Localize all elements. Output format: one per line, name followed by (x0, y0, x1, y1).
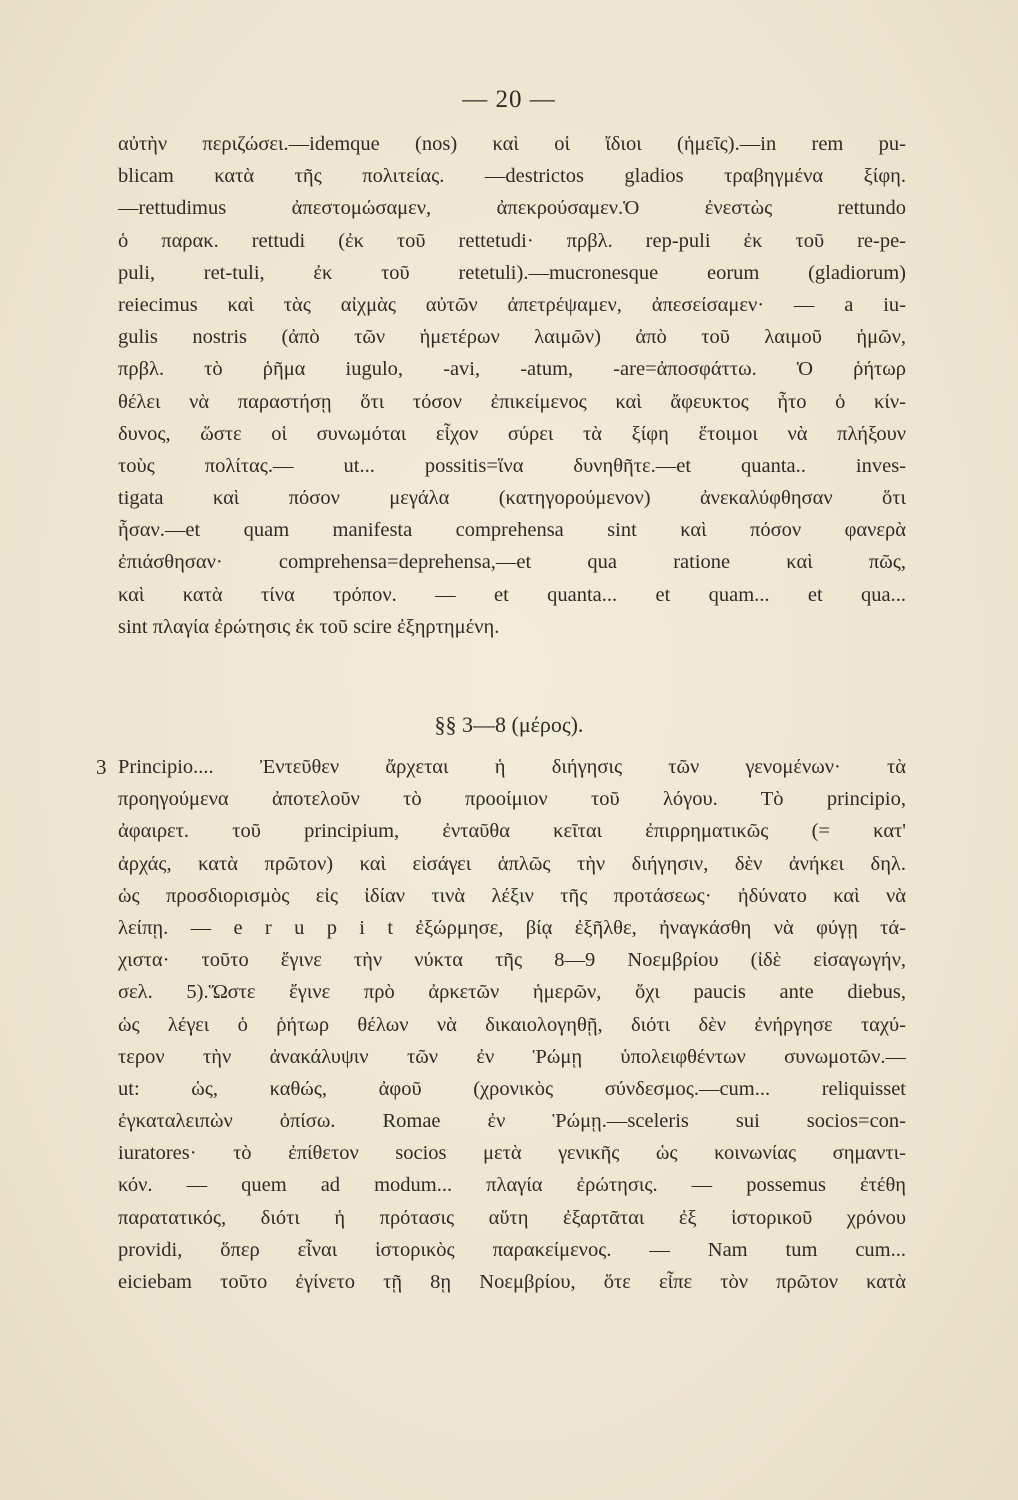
text-line: Principio.... Ἐντεῦθεν ἄρχεται ἡ διήγησις τῶν γενομένων· τὰ (118, 756, 906, 778)
text-line: πρβλ. τὸ ῥῆμα iugulo, -avi, -atum, -are=ἀποσφάττω. Ὁ ῥήτωρ (118, 358, 906, 381)
text-line: reiecimus καὶ τὰς αἰχμὰς αὐτῶν ἀπετρέψαμεν, ἀπεσείσαμεν· — a iu- (118, 293, 906, 316)
text-line: κόν. — quem ad modum... πλαγία ἐρώτησις. — possemus ἐτέθη (118, 1174, 906, 1197)
text-line: gulis nostris (ἀπὸ τῶν ἡμετέρων λαιμῶν) ἀπὸ τοῦ λαιμοῦ ἡμῶν, (118, 326, 906, 349)
text-line: eiciebam τοῦτο ἐγίνετο τῇ 8ῃ Νοεμβρίου, ὅτε εἶπε τὸν πρῶτον κατὰ (118, 1271, 906, 1293)
text-line: sint πλαγία ἐρώτησις ἐκ τοῦ scire ἐξηρτημένη. (118, 615, 500, 638)
text-line: λείπῃ. — e r u p i t ἐξώρμησε, βίᾳ ἐξῆλθε, ἠναγκάσθη νὰ φύγῃ τά- (118, 916, 906, 939)
text-line: ut: ὡς, καθώς, ἀφοῦ (χρονικὸς σύνδεσμος.—cum... reliquisset (118, 1077, 906, 1100)
section-heading: §§ 3—8 (μέρος). (434, 712, 584, 737)
text-line: αὐτὴν περιζώσει.—idemque (nos) καὶ οἱ ἴδιοι (ἡμεῖς).—in rem pu- (118, 133, 906, 155)
text-line: ὁ παρακ. rettudi (ἐκ τοῦ rettetudi· πρβλ. rep-puli ἐκ τοῦ re-pe- (118, 229, 906, 252)
text-line: ἦσαν.—et quam manifesta comprehensa sint καὶ πόσον φανερὰ (118, 519, 906, 542)
text-line: θέλει νὰ παραστήσῃ ὅτι τόσον ἐπικείμενος καὶ ἄφευκτος ἦτο ὁ κίν- (118, 390, 906, 413)
text-line: ὡς προσδιορισμὸς εἰς ἰδίαν τινὰ λέξιν τῆς προτάσεως· ἠδύνατο καὶ νὰ (118, 884, 906, 907)
text-line: τερον τὴν ἀνακάλυψιν τῶν ἐν Ῥώμῃ ὑπολειφθέντων συνωμοτῶν.— (118, 1045, 906, 1068)
text-line: providi, ὅπερ εἶναι ἱστορικὸς παρακείμενος. — Nam tum cum... (118, 1238, 906, 1261)
text-line: καὶ κατὰ τίνα τρόπον. — et quanta... et quam... et qua... (118, 583, 906, 606)
commentary-block-2 (118, 751, 906, 1298)
text-line: —rettudimus ἀπεστομώσαμεν, ἀπεκρούσαμεν.Ὁ ἐνεστὼς rettundo (118, 197, 906, 220)
text-line: puli, ret-tuli, ἐκ τοῦ retetuli).—mucronesque eorum (gladiorum) (118, 261, 906, 284)
text-line: iuratores· τὸ ἐπίθετον socios μετὰ γενικῆς ὡς κοινωνίας σημαντι- (118, 1142, 906, 1165)
paragraph-number: 3 (96, 755, 107, 779)
text-line: σελ. 5).Ὥστε ἔγινε πρὸ ἀρκετῶν ἡμερῶν, ὄχι paucis ante diebus, (118, 981, 906, 1004)
text-line: ἀρχάς, κατὰ πρῶτον) καὶ εἰσάγει ἁπλῶς τὴν διήγησιν, δὲν ἀνήκει δηλ. (118, 852, 906, 875)
text-line: προηγούμενα ἀποτελοῦν τὸ προοίμιον τοῦ λόγου. Τὸ principio, (118, 788, 906, 811)
text-line: τοὺς πολίτας.— ut... possitis=ἵνα δυνηθῆτε.—et quanta.. inves- (118, 454, 906, 477)
page-number: — 20 — (462, 86, 556, 113)
text-line: ἐγκαταλειπὼν ὀπίσω. Romae ἐν Ῥώμῃ.—sceleris sui socios=con- (118, 1110, 906, 1133)
text-line: χιστα· τοῦτο ἔγινε τὴν νύκτα τῆς 8—9 Νοεμβρίου (ἰδὲ εἰσαγωγήν, (118, 949, 906, 972)
text-line: blicam κατὰ τῆς πολιτείας. —destrictos gladios τραβηγμένα ξίφη. (118, 165, 906, 188)
text-line: ἀφαιρετ. τοῦ principium, ἐνταῦθα κεῖται ἐπιρρηματικῶς (= κατ' (118, 820, 906, 843)
text-line: ἐπιάσθησαν· comprehensa=deprehensa,—et qua ratione καὶ πῶς, (118, 551, 906, 574)
text-line: δυνος, ὥστε οἱ συνωμόται εἶχον σύρει τὰ ξίφη ἕτοιμοι νὰ πλήξουν (118, 422, 906, 445)
text-line: παρατατικός, διότι ἡ πρότασις αὕτη ἐξαρτᾶται ἐξ ἱστορικοῦ χρόνου (118, 1206, 906, 1229)
text-line: ὡς λέγει ὁ ῥήτωρ θέλων νὰ δικαιολογηθῇ, διότι δὲν ἐνήργησε ταχύ- (118, 1013, 906, 1036)
text-line: tigata καὶ πόσον μεγάλα (κατηγορούμενον) ἀνεκαλύφθησαν ὅτι (118, 487, 906, 510)
commentary-block-1 (118, 128, 906, 643)
